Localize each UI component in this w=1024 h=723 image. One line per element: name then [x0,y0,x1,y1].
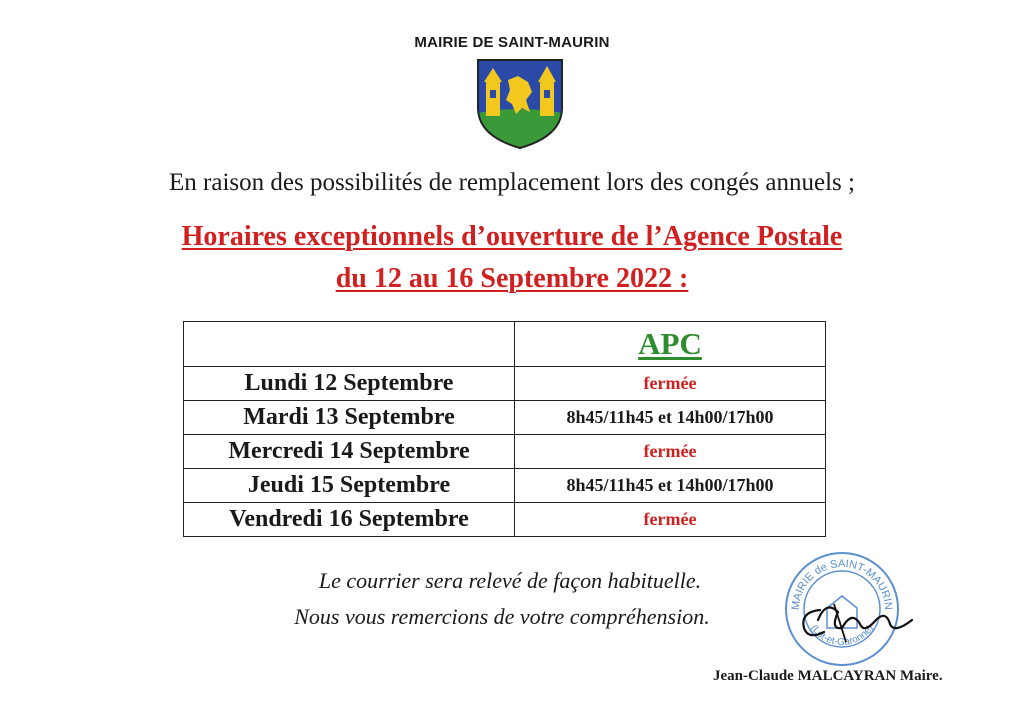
signer-name: Jean-Claude MALCAYRAN Maire. [713,668,943,684]
headline-dates: du 12 au 16 Septembre 2022 : [335,263,689,294]
day-cell: Lundi 12 Septembre [184,367,515,401]
coat-of-arms-icon [472,56,568,150]
table-row [184,503,826,537]
headline-title: Horaires exceptionnels d’ouverture de l’Agence Postale [181,221,843,252]
closing-line-thanks: Nous vous remercions de votre compréhension. [294,604,710,629]
table-row [184,367,826,401]
day-cell: Mardi 13 Septembre [184,401,515,435]
table-row [184,435,826,469]
schedule-table [183,321,826,537]
hours-cell: 8h45/11h45 et 14h00/17h00 [515,469,826,503]
closing-line-mail: Le courrier sera relevé de façon habituelle. [318,568,702,593]
table-row [184,469,826,503]
hours-cell: 8h45/11h45 et 14h00/17h00 [515,401,826,435]
table-header-empty-cell [184,322,515,367]
day-cell: Vendredi 16 Septembre [184,503,515,537]
apc-column-header: APC [515,322,826,367]
day-cell: Mercredi 14 Septembre [184,435,515,469]
table-row [184,401,826,435]
hours-cell: fermée [515,367,826,401]
table-header-row [184,322,826,367]
stamp-subtext: (Lot-et-Garonne) [808,623,876,649]
handwritten-signature-icon [790,590,920,650]
day-cell: Jeudi 15 Septembre [184,469,515,503]
municipality-title: MAIRIE DE SAINT-MAURIN [414,34,610,51]
hours-cell: fermée [515,435,826,469]
stamp-text: MAIRIE de SAINT-MAURIN [789,557,895,611]
intro-text: En raison des possibilités de remplacement lors des congés annuels ; [169,169,855,196]
hours-cell: fermée [515,503,826,537]
